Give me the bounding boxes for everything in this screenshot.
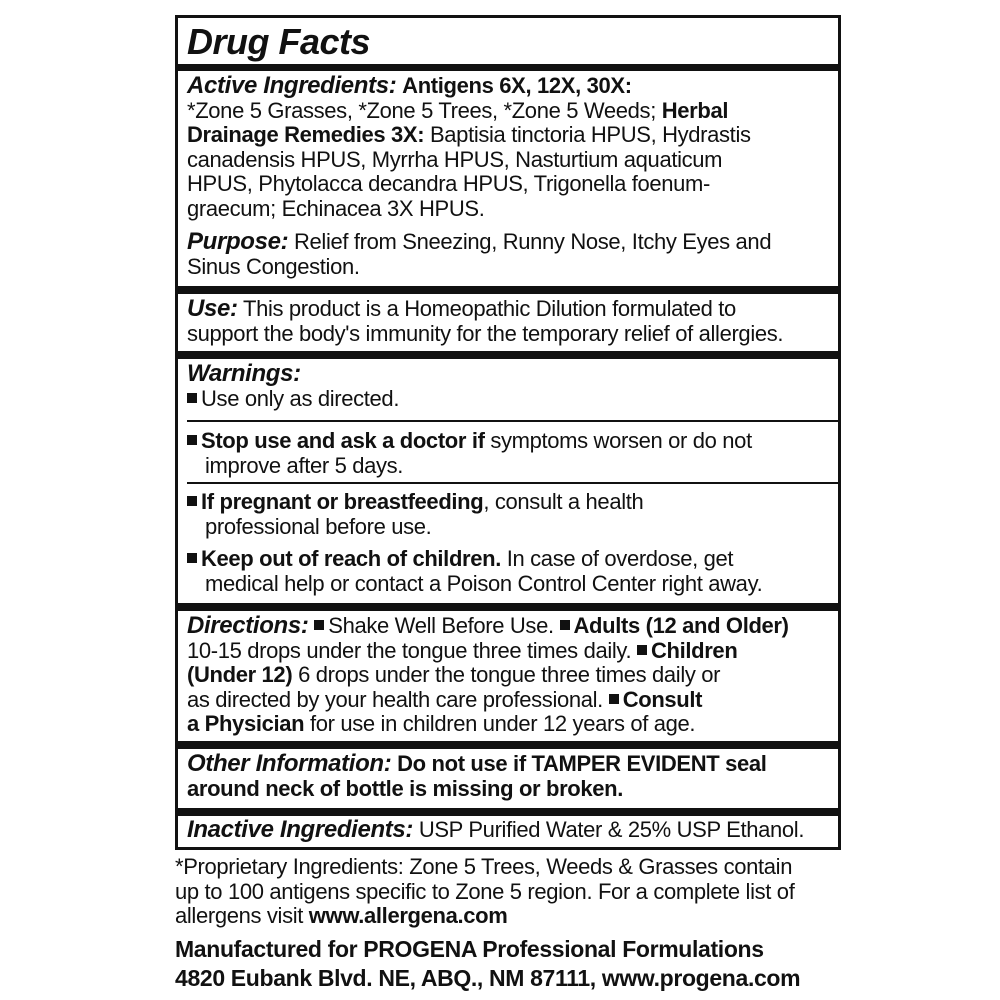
warning-item-3 xyxy=(187,490,834,539)
use-line-1: This product is a Homeopathic Dilution formulated to xyxy=(243,296,736,321)
directions-heading: Directions: xyxy=(187,612,309,639)
square-bullet-icon xyxy=(314,620,324,630)
use-section xyxy=(187,297,834,346)
purpose-heading: Purpose: xyxy=(187,228,289,255)
inactive-ingredients-text: USP Purified Water & 25% USP Ethanol. xyxy=(418,817,805,842)
warning-item-4 xyxy=(187,547,834,596)
other-information-line-2: around neck of bottle is missing or broken. xyxy=(187,775,624,801)
warning-item-3-bold: If pregnant or breastfeeding xyxy=(201,489,484,514)
active-ingredients-section xyxy=(187,74,834,221)
drug-facts-title: Drug Facts xyxy=(187,21,371,62)
warning-item-4-bold: Keep out of reach of children. xyxy=(201,546,501,571)
warnings-section xyxy=(187,362,834,411)
warning-item-2-bold: Stop use and ask a doctor if xyxy=(201,428,485,453)
warning-item-2-line-2: improve after 5 days. xyxy=(205,452,404,478)
other-information-divider xyxy=(178,808,838,816)
directions-adults-bold: Adults (12 and Older) xyxy=(573,613,789,638)
square-bullet-icon xyxy=(187,435,197,445)
warning-divider-1 xyxy=(187,420,838,422)
square-bullet-icon xyxy=(560,620,570,630)
warning-item-4-line-2: medical help or contact a Poison Control Center right away. xyxy=(205,570,763,596)
inactive-ingredients-section xyxy=(187,818,834,843)
directions-adults-text: 10-15 drops under the tongue three times daily. xyxy=(187,637,632,663)
directions-divider xyxy=(178,741,838,749)
purpose-line-2: Sinus Congestion. xyxy=(187,253,360,279)
herbal-heading-1: Herbal xyxy=(661,97,729,123)
square-bullet-icon xyxy=(187,553,197,563)
warnings-divider xyxy=(178,603,838,611)
herbal-line-4: graecum; Echinacea 3X HPUS. xyxy=(187,195,485,221)
warning-item-2 xyxy=(187,429,834,478)
directions-children-text-2: as directed by your health care professional. xyxy=(187,686,603,712)
warnings-heading: Warnings: xyxy=(187,360,301,387)
footnote-line-1: *Proprietary Ingredients: Zone 5 Trees, Weeds & Grasses contain xyxy=(175,854,793,879)
square-bullet-icon xyxy=(609,694,619,704)
use-heading: Use: xyxy=(187,295,238,322)
title-divider xyxy=(178,64,838,71)
herbal-line-2: canadensis HPUS, Myrrha HPUS, Nasturtium aquaticum xyxy=(187,146,723,172)
use-line-2: support the body's immunity for the temporary relief of allergies. xyxy=(187,320,784,346)
directions-children-bold-1: Children xyxy=(650,637,738,663)
other-information-line-1: Do not use if TAMPER EVIDENT seal xyxy=(397,751,767,776)
herbal-line-1: Baptisia tinctoria HPUS, Hydrastis xyxy=(429,122,751,147)
other-information-heading: Other Information: xyxy=(187,750,392,777)
other-information-section xyxy=(187,752,834,801)
use-divider xyxy=(178,351,838,359)
inactive-ingredients-heading: Inactive Ingredients: xyxy=(187,816,414,843)
footnote-line-3-text: allergens visit xyxy=(175,903,304,928)
warning-divider-2 xyxy=(187,482,838,484)
directions-consult-bold-2: a Physician xyxy=(187,711,305,736)
footnote-line-2: up to 100 antigens specific to Zone 5 region. For a complete list of xyxy=(175,878,795,904)
allergena-link[interactable]: www.allergena.com xyxy=(308,903,508,928)
warning-item-2-line-1: symptoms worsen or do not xyxy=(490,428,752,453)
manufacturer-line-2: 4820 Eubank Blvd. NE, ABQ., NM 87111, www.progena.com xyxy=(175,965,801,991)
square-bullet-icon xyxy=(637,645,647,655)
warning-item-3-line-2: professional before use. xyxy=(205,513,432,539)
active-ingredients-heading: Active Ingredients: xyxy=(187,72,397,99)
square-bullet-icon xyxy=(187,496,197,506)
directions-shake: Shake Well Before Use. xyxy=(328,613,554,638)
purpose-section xyxy=(187,230,834,279)
purpose-line-1: Relief from Sneezing, Runny Nose, Itchy Eyes and xyxy=(293,229,772,254)
warning-item-3-line-1: , consult a health xyxy=(483,489,644,514)
proprietary-footnote xyxy=(175,855,841,929)
square-bullet-icon xyxy=(187,393,197,403)
herbal-line-3: HPUS, Phytolacca decandra HPUS, Trigonella foenum- xyxy=(187,171,710,196)
directions-children-bold-2: (Under 12) xyxy=(187,662,293,687)
purpose-divider xyxy=(178,286,838,294)
manufacturer-line-1: Manufactured for PROGENA Professional Formulations xyxy=(175,936,764,962)
drug-facts-panel xyxy=(175,15,841,850)
zones-text: *Zone 5 Grasses, *Zone 5 Trees, *Zone 5 Weeds; xyxy=(187,97,656,123)
directions-consult-text: for use in children under 12 years of age. xyxy=(309,711,696,736)
warning-item-4-line-1: In case of overdose, get xyxy=(506,546,734,571)
warning-item-1: Use only as directed. xyxy=(201,385,400,411)
herbal-heading-2: Drainage Remedies 3X: xyxy=(187,122,425,147)
directions-children-text-1: 6 drops under the tongue three times daily or xyxy=(298,662,721,687)
antigens-label: Antigens 6X, 12X, 30X: xyxy=(402,73,632,98)
manufacturer-info xyxy=(175,935,841,993)
directions-section xyxy=(187,614,834,737)
directions-consult-bold-1: Consult xyxy=(622,686,703,712)
